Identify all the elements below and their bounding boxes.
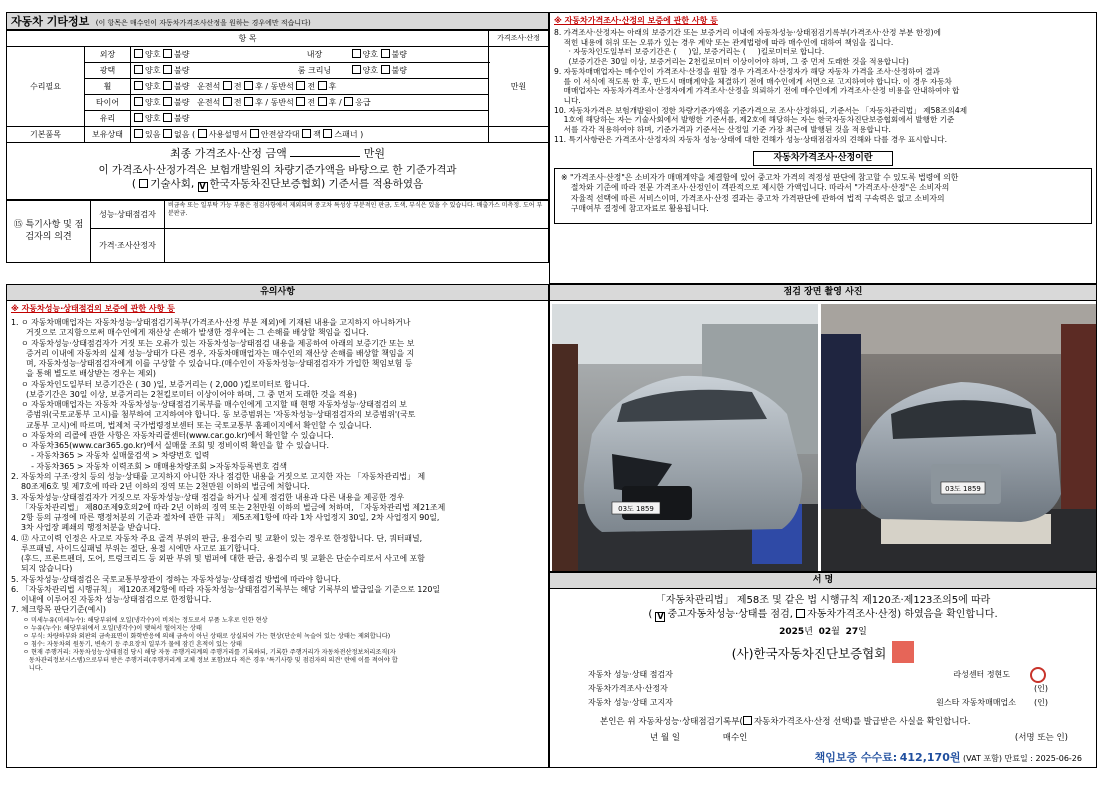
notice-line: ㅇ 자동차인도일부터 보증기간은 ( 30 )일, 보증거리는 ( 2,000 )킬로미터로 합니다.: [11, 379, 310, 389]
signature-line1: 「자동차관리법」 제58조 및 같은 법 시행규칙 제120조·제123조의5에 따라: [655, 595, 991, 606]
price-warranty-line: 8. 가격조사·산정자는 아래의 보증기간 또는 보증거리 이내에 자동차성능·상태점검기록부(가격조사·산정 부분 한정)에: [554, 28, 941, 37]
price-warranty-line: 적힌 내용에 허위 또는 오류가 있는 경우 계약 또는 관계법령에 따라 매수인에 대하여 책임을 집니다.: [554, 37, 894, 47]
notice-line: 6. 「자동차관리법 시행규칙」 제120조제2항에 따라 자동차성능·상태점검기록부는 해당 기록부의 발급일을 기준으로 120일: [11, 584, 441, 594]
notice-small-line: ㅇ 현재 주행거리: 자동차성능·상태점검 당시 해당 자동 주행거리계의 주행거리를 기록하되, 기록한 주행거리가 자동차전산정보처리조직(자: [23, 648, 396, 656]
glass-label: 유리: [85, 111, 131, 127]
price-check-checkbox[interactable]: [796, 609, 805, 618]
association-name: (사)한국자동차진단보증협회: [550, 641, 1096, 663]
buyer-line: 년 월 일 매수인 (서명 또는 인): [650, 733, 1068, 743]
opinion-table: [6, 200, 549, 263]
notice-line: ㅇ 자동차매매업자는 자동차 자동차성능·상태점검기록부를 매수인에게 고지할 때 현행 자동차성능·상태점검의 보: [11, 400, 407, 410]
notice-line: - 자동차365 > 자동차 이력조회 > 매매용차량조회 >자동차등록번호 검색: [11, 461, 288, 471]
etc-info-table: 항 목 가격조사·산정 수리필요 외장 양호 불량 내장 양호 불량 만원 광택 양호 불량 룸 크리닝 양호 불량 휠 양호 불량 운전석 전 후 / 동반석 전 후 타이어 양호 불량 운전석 전 후 / 동반석 전 후 / 응급 유리 양호 불량 기본품목 보유상태 있음 없음 ( 사용설명서 안전삼각대 잭 스패너 ): [6, 30, 549, 143]
final-price-basis-2: ( 기술사회, V 한국자동차진단보증협회) 기준서를 적용하였음: [131, 177, 424, 191]
opinion-price-label: 가격·조사산정자: [91, 229, 165, 263]
tire-pass-rear-checkbox[interactable]: [318, 97, 327, 106]
definition-line: 자율적 선택에 따른 서비스이며, 가격조사·산정 결과는 중고차 가격판단에 관하여 법적 구속력은 없고 소비자의: [561, 193, 945, 203]
glass-bad-checkbox[interactable]: [163, 113, 172, 122]
opinion-price-text: [165, 229, 549, 263]
signature-date: 2025년 02월 27일: [779, 626, 867, 637]
price-warranty-line: 를 이 서식에 적도록 한 후, 반드시 매매계약을 체결하기 전에 매수인에게 서면으로 고지하여야 합니다. 이 경우 자동차: [554, 76, 952, 86]
car-front-image: [552, 304, 818, 571]
wheel-driver-rear-checkbox[interactable]: [244, 81, 253, 90]
price-warranty-line: 서를 각각 적용하여야 하며, 기준가격과 기준서는 산정일 기준 가장 최근에 발행된 것을 적용합니다.: [554, 125, 891, 135]
car-rear-image: [821, 304, 1096, 571]
definition-title: 자동차가격조사·산정이란: [753, 151, 893, 166]
buyer-sign: (서명 또는 인): [1014, 733, 1068, 743]
opinion-label: ⑮ 특기사항 및 점검자의 의견: [7, 201, 91, 263]
notice-line: 2. 자동차의 구조·장치 등의 성능·상태를 고지하지 아니한 자나 점검한 내용을 거짓으로 고지한 자는 「자동차관리법」 제: [11, 471, 426, 481]
notice-line: 4. ⑫ 사고이력 인정은 사고로 자동차 주요 골격 부위의 판금, 용접수리 및 교환이 있는 경우로 한정합니다. 단, 쿼터패널,: [11, 533, 423, 543]
notice-line: - 자동차365 > 자동차 실매물검색 > 차량번호 입력: [11, 451, 210, 461]
price-warranty-line: (보증기간은 30일 이상, 보증거리는 2천킬로미터 이상이어야 하며, 그 중 먼저 도래한 것을 적용합니다): [554, 57, 909, 67]
triangle-checkbox[interactable]: [250, 129, 259, 138]
notice-line: 교통부 고시)에 따르며, 법제처 국가법령정보센터 또는 국토교통부 홈페이지에서 확인할 수 있습니다.: [11, 420, 372, 430]
photo-section: [549, 284, 1097, 572]
won-unit: 만원: [489, 47, 549, 127]
price-warranty-line: 니다.: [554, 96, 581, 106]
price-warranty-line: 9. 자동차매매업자는 매수인이 가격조사·산정을 원할 경우 가격조사·산정자가 해당 자동차 가격을 조사·산정하여 결과: [554, 66, 940, 76]
int-good-checkbox[interactable]: [352, 49, 361, 58]
notice-line: 이내에 이루어진 자동차 성능·상태점검으로 한정합니다.: [11, 595, 212, 605]
notice-line: (후드, 프론트펜더, 도어, 트렁크리드 등 외판 부위 및 범퍼에 대한 판금, 용접수리 및 교환은 단순수리로서 사고에 포함: [11, 554, 425, 564]
definition-line: ※ "가격조사·산정"은 소비자가 매매계약을 체결함에 있어 중고차 가격의 적정성 판단에 참고할 수 있도록 법령에 의한: [561, 172, 959, 182]
room-good-checkbox[interactable]: [352, 65, 361, 74]
wheel-good-checkbox[interactable]: [134, 81, 143, 90]
ext-bad-checkbox[interactable]: [163, 49, 172, 58]
int-bad-checkbox[interactable]: [381, 49, 390, 58]
photo2-plate-text: 03도 1859: [945, 485, 981, 493]
notice-line: ㅇ 자동차365(www.car365.go.kr)에서 실매물 조회 및 정비이력 확인을 할 수 있습니다.: [11, 441, 330, 451]
notice-small-items: [11, 617, 544, 673]
tire-emergency-checkbox[interactable]: [344, 97, 353, 106]
inspector-seal-icon: [1030, 667, 1046, 683]
notice-line: 증거리 이내에 자동차의 실제 성능·상태가 다른 경우, 자동차매매업자는 매수인의 재산상 손해를 배상할 책임을 지: [11, 348, 415, 358]
wheel-pass-rear-checkbox[interactable]: [318, 81, 327, 90]
wheel-label: 휠: [85, 79, 131, 95]
inspection-photo-front: [552, 304, 818, 571]
notice-line: 며, 자동차성능·상태점검자에게 이를 구상할 수 있습니다.(매수인이 자동차성능·상태점검자가 가입한 책임보험 등: [11, 359, 413, 369]
ext-checks: 양호 불량: [131, 47, 281, 63]
notice-line: 1. ㅇ 자동차매매업자는 자동차성능·상태점검기록부(가격조사·산정 부분 제외)에 기재된 내용을 고지하지 아니하거나: [11, 318, 411, 327]
definition-line: 절차와 기준에 따라 전문 가격조사·산정인이 객관적으로 제시한 가액입니다. 따라서 "가격조사·산정"은 소비자의: [561, 183, 950, 193]
ext-label: 외장: [85, 47, 131, 63]
price-warranty-line: 10. 자동차가격은 보험개발원이 정한 차량기준가액을 기준가격으로 조사·산정하되, 기준서는 「자동차관리법」 제58조의4제: [554, 105, 968, 115]
tech-society-checkbox[interactable]: [139, 179, 148, 188]
association-checkbox[interactable]: V: [199, 181, 206, 191]
none-checkbox[interactable]: [163, 129, 172, 138]
repair-needed-label: 수리필요: [7, 47, 85, 127]
notice-line: 거짓으로 고지함으로써 매수인에게 재산상 손해가 발생한 경우에는 그 손해를 배상할 책임을 집니다.: [11, 328, 369, 338]
etc-info-section: [6, 12, 549, 284]
final-price-basis-1: 이 가격조사·산정가격은 보험개발원의 차량기준가액을 바탕으로 한 기준가격과: [98, 163, 457, 176]
confirm-price-checkbox[interactable]: [743, 716, 752, 725]
inspection-photo-rear: [821, 304, 1096, 571]
room-bad-checkbox[interactable]: [381, 65, 390, 74]
price-label: 자동차가격조사·산정자: [588, 684, 668, 693]
wheel-bad-checkbox[interactable]: [163, 81, 172, 90]
have-checkbox[interactable]: [134, 129, 143, 138]
notice-items: [11, 318, 544, 616]
room-label: 룸 크리닝: [281, 63, 349, 79]
header-price: 가격조사·산정: [489, 31, 549, 47]
notice-line: ㅇ 자동차의 리콜에 관한 사항은 자동차리콜센터(www.car.go.kr)에서 확인할 수 있습니다.: [11, 430, 334, 440]
notice-line: 루프패널, 사이드실패널 부위는 절단, 용접 시에만 사고로 표기합니다.: [11, 543, 260, 553]
notice-line: 되지 않습니다): [11, 564, 73, 574]
notice-line: 2항 등의 규정에 따른 행정처분의 기준과 절차에 관한 규칙」 제5조제1항에 따라 1차 사업정지 30일, 2차 사업정지 90일,: [11, 513, 440, 523]
notice-small-line: 동차관리정보시스템)으로부터 받은 주행거리(주행거리계 교체 정보 포함)보다 적은 경우 '특기사항 및 점검자의 의견' 란에 이를 적어야 합: [23, 657, 398, 665]
basic-items-label: 기본품목: [7, 127, 85, 143]
int-label: 내장: [281, 47, 349, 63]
notice-small-line: ㅇ 침수: 자동차의 원동기, 변속기 등 주요장치 일부가 물에 잠긴 흔적이 있는 상태: [23, 640, 242, 648]
notice-small-line: ㅇ 누유(누수): 해당부위에서 오일(냉각수)이 맺혀서 떨어지는 상태: [23, 624, 202, 632]
association-seal-icon: [892, 641, 914, 663]
photo1-plate-text: 03도 1859: [618, 505, 654, 513]
notice-section: [6, 284, 549, 768]
fee-line: 책임보증 수수료: 412,170원 (VAT 포함) 만료일 : 2025-06-26: [814, 751, 1082, 764]
manual-checkbox[interactable]: [198, 129, 207, 138]
signer-rows: [588, 670, 1068, 712]
etc-info-title: 자동차 기타정보: [11, 15, 90, 28]
possession-label: 보유상태: [85, 127, 131, 143]
inspector-name: 라성센터 정현도: [953, 670, 1010, 679]
wheel-pass-front-checkbox[interactable]: [296, 81, 305, 90]
header-item: 항 목: [7, 31, 489, 47]
tire-pass-front-checkbox[interactable]: [296, 97, 305, 106]
notifier-label: 자동차 성능·상태 고지자: [588, 698, 673, 707]
notice-line: 증범위(국토교통부 고시)를 첨부하여 고지하여야 합니다. 동 보증범위는 '자동차성능·상태점검자의 보증범위'(국토: [11, 410, 416, 420]
inspector-label: 자동차 성능·상태 점검자: [588, 670, 673, 679]
etc-info-note: (이 항목은 매수인이 자동차가격조사산정을 원하는 경우에만 적습니다): [95, 19, 311, 27]
final-price-unit: 만원: [363, 147, 385, 160]
notice-line: 80조제6호 및 제7호에 따라 2년 이하의 징역 또는 2천만원 이하의 벌금에 처합니다.: [11, 482, 310, 492]
gloss-good-checkbox[interactable]: [134, 65, 143, 74]
gloss-bad-checkbox[interactable]: [163, 65, 172, 74]
tire-driver-rear-checkbox[interactable]: [244, 97, 253, 106]
notifier-seal: (인): [1034, 698, 1048, 707]
definition-line: 구매여부 결정에 참고자료로 활용됩니다.: [561, 204, 709, 214]
signature-section: [549, 572, 1097, 768]
ext-good-checkbox[interactable]: [134, 49, 143, 58]
final-price-input[interactable]: [290, 146, 360, 157]
final-price-label: 최종 가격조사·산정 금액: [169, 147, 287, 160]
notice-line: (보증기간은 30일 이상, 보증거리는 2천킬로미터 이상이어야 하며, 그 중 먼저 도래한 것을 적용): [11, 389, 357, 399]
notice-small-line: 니다.: [23, 665, 43, 673]
opinion-inspector-label: 성능·상태점검자: [91, 201, 165, 229]
jack-checkbox[interactable]: [302, 129, 311, 138]
price-warranty-title: ※ 자동차가격조사·산정의 보증에 관한 사항 등: [554, 16, 718, 25]
price-seal: (인): [1034, 684, 1048, 693]
tire-bad-checkbox[interactable]: [163, 97, 172, 106]
etc-info-header: [6, 12, 549, 30]
notice-line: 을 통해 별도로 배상받는 경우는 제외): [11, 369, 157, 379]
notice-line: 5. 자동차성능·상태점검은 국토교통부장관이 정하는 자동차성능·상태점검 방법에 따라야 합니다.: [11, 574, 341, 584]
tire-good-checkbox[interactable]: [134, 97, 143, 106]
spanner-checkbox[interactable]: [323, 129, 332, 138]
notice-line: ㅇ 자동차성능·상태점검자가 거짓 또는 오류가 있는 자동차성능·상태점검 내용을 제공하여 아래의 보증기간 또는 보: [11, 338, 415, 348]
glass-good-checkbox[interactable]: [134, 113, 143, 122]
tire-checks: 양호 불량 운전석 전 후 / 동반석 전 후 / 응급: [131, 95, 489, 111]
notice-line: 3. 자동차성능·상태점검자가 거짓으로 자동차성능·상태 점검을 하거나 실제 점검한 내용과 다른 내용을 제공한 경우: [11, 492, 405, 502]
price-warranty-line: 1호에 해당하는 자는 기술사회에서 발행한 기준서를, 제2호에 해당하는 자는 한국자동차진단보증협회에서 발행한 기준: [554, 115, 955, 125]
notice-small-line: ㅇ 부식: 차량하부와 외판의 금속표면이 화학반응에 의해 금속이 아닌 상태로 상실되어 가는 현상(단순히 녹슬어 있는 상태는 제외합니다): [23, 632, 391, 640]
tire-label: 타이어: [85, 95, 131, 111]
price-warranty-line: 매매업자는 자동차가격조사·산정자에게 가격조사·산정을 의뢰하기 전에 매수인에게 가격조사·산정 비용을 안내하여야 합: [554, 86, 960, 96]
notice-title: 유의사항: [7, 285, 548, 301]
notice-small-line: ㅇ 미세누유(미세누수): 해당부위에 오일(냉각수)이 비치는 정도로서 부품 노후로 인한 현상: [23, 616, 268, 624]
signature-title: 서 명: [550, 573, 1096, 589]
int-checks: 양호 불량: [349, 47, 489, 63]
basic-items-checks: 있음 없음 ( 사용설명서 안전삼각대 잭 스패너 ): [131, 127, 489, 143]
signature-line2: ( V 중고자동차성능·상태를 점검, 자동차가격조사·산정) 하였음을 확인합니다.: [648, 608, 998, 621]
confirm-line: 본인은 위 자동차성능·상태점검기록부( 자동차가격조사·산정 선택)를 발급받은 사실을 확인합니다.: [600, 717, 971, 727]
notice-line: 「자동차관리법」 제80조제9호의2에 따라 2년 이하의 징역 또는 2천만원 이하의 벌금에 처하며, 「자동차관리법 제21조제: [11, 502, 446, 512]
price-warranty-line: 11. 특기사항란은 가격조사·산정자의 자동차 성능·상태에 대한 견해가 성능·상태점검자의 견해와 다를 경우 표시합니다.: [554, 134, 948, 144]
tire-driver-front-checkbox[interactable]: [223, 97, 232, 106]
gloss-label: 광택: [85, 63, 131, 79]
final-price-block: [6, 143, 549, 200]
notifier-name: 원스타 자동차매매업소: [936, 698, 1016, 707]
wheel-checks: 양호 불량 운전석 전 후 / 동반석 전 후: [131, 79, 489, 95]
wheel-driver-front-checkbox[interactable]: [223, 81, 232, 90]
price-warranty-items: [554, 28, 1092, 145]
notice-line: 3차 사업장 폐쇄의 행정처분을 받습니다.: [11, 523, 161, 533]
photo-title: 점검 장면 촬영 사진: [550, 285, 1096, 301]
notice-section-title: ※ 자동차성능·상태점검의 보증에 관한 사항 등: [11, 304, 175, 313]
notice-line: 7. 체크항목 판단기준(예시): [11, 605, 106, 615]
price-warranty-section: [549, 12, 1097, 284]
price-warranty-line: · 자동차인도일부터 보증기간은 ( )일, 보증거리는 ( )킬로미터로 합니다.: [554, 47, 825, 57]
used-car-check-checkbox[interactable]: V: [657, 611, 664, 621]
opinion-inspector-text: 비금속 또는 일부탁 가능 부품은 점검사항에서 제외되며 중고차 특성상 부분적인 판금, 도색, 부식은 있을 수 있습니다. 배출가스 미측정. 도어 부분판금.: [165, 201, 549, 229]
definition-box: [554, 168, 1092, 224]
